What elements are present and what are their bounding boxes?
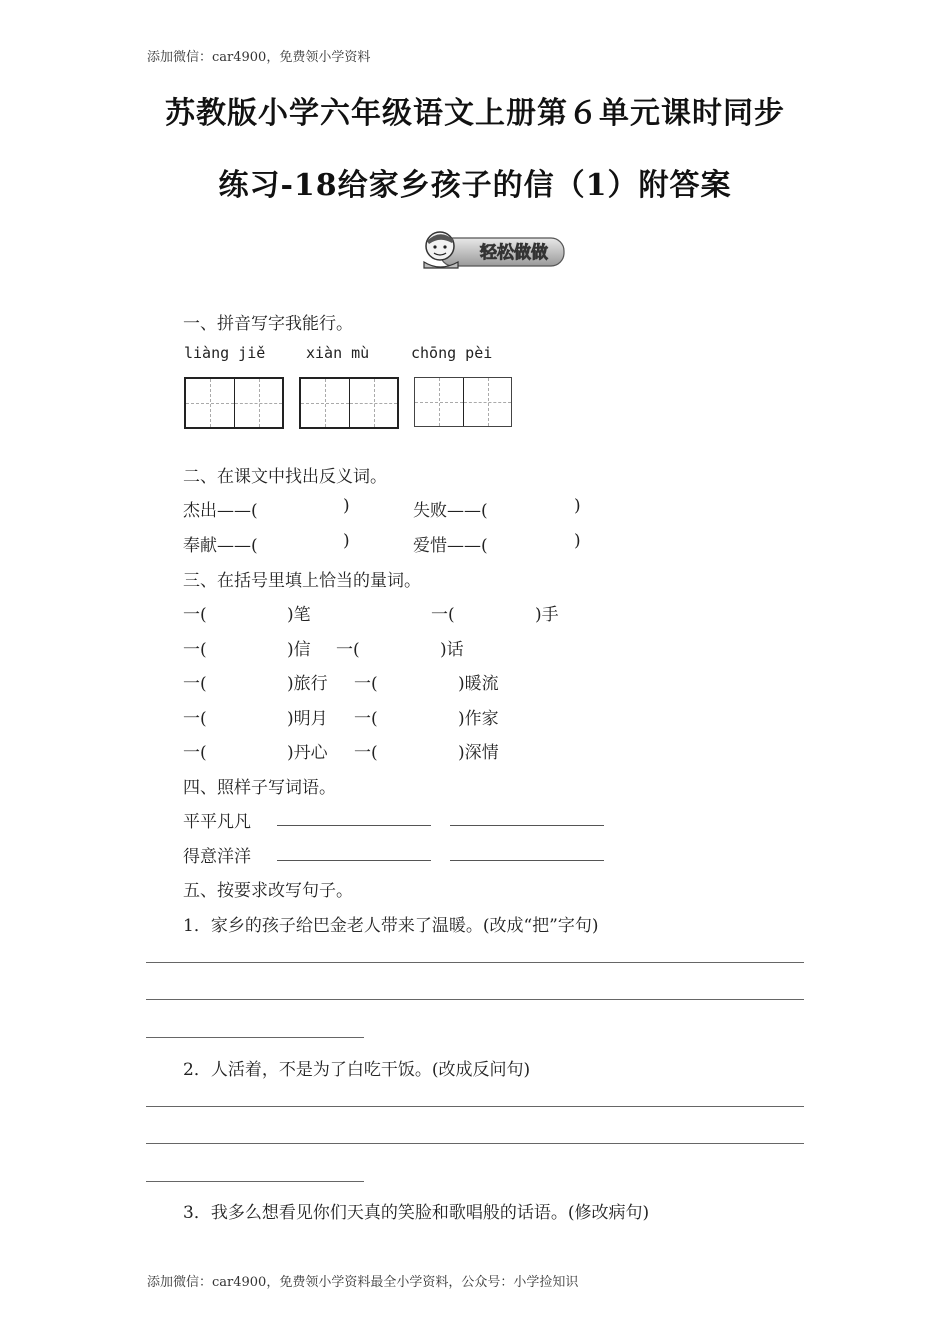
- measure-row5-c: 一(: [354, 743, 378, 763]
- section3-heading: 三、在括号里填上恰当的量词。: [183, 571, 421, 591]
- measure-row4-a: 一(: [183, 709, 207, 729]
- pinyin-2: xiàn mù: [306, 344, 370, 362]
- section5-heading: 五、按要求改写句子。: [183, 881, 353, 901]
- writing-grid-2[interactable]: [299, 377, 399, 429]
- antonym-3-close: ): [343, 531, 350, 551]
- grid-cell[interactable]: [349, 379, 397, 427]
- grid-cell[interactable]: [415, 378, 463, 426]
- measure-row5-b: )丹心: [287, 743, 328, 763]
- measure-row3-c: 一(: [354, 674, 378, 694]
- measure-row4-d: )作家: [458, 709, 499, 729]
- measure-row1-a: 一(: [183, 605, 207, 625]
- measure-row2-d: )话: [440, 640, 464, 660]
- writing-line[interactable]: [146, 1181, 364, 1182]
- grid-cell[interactable]: [301, 379, 349, 427]
- section1-heading: 一、拼音写字我能行。: [183, 314, 353, 334]
- writing-line[interactable]: [146, 999, 804, 1000]
- badge-text: 轻松做做: [480, 243, 548, 263]
- answer-line[interactable]: [277, 825, 431, 826]
- measure-row5-a: 一(: [183, 743, 207, 763]
- writing-grid-1[interactable]: [184, 377, 284, 429]
- grid-cell[interactable]: [234, 379, 282, 427]
- measure-row2-c: 一(: [336, 640, 360, 660]
- antonym-1-close: ): [343, 496, 350, 516]
- grid-cell[interactable]: [186, 379, 234, 427]
- measure-row1-d: )手: [535, 605, 559, 625]
- measure-row2-b: )信: [287, 640, 311, 660]
- question-1: 1．家乡的孩子给巴金老人带来了温暖。(改成“把”字句): [183, 916, 599, 936]
- antonym-1-label: 杰出——(: [183, 501, 258, 521]
- pinyin-1: liàng jiě: [184, 344, 266, 362]
- measure-row1-c: 一(: [431, 605, 455, 625]
- pinyin-3: chōng pèi: [411, 344, 493, 362]
- antonym-2-close: ): [574, 496, 581, 516]
- easy-practice-badge: [418, 228, 568, 270]
- question-3: 3．我多么想看见你们天真的笑脸和歌唱般的话语。(修改病句): [183, 1203, 650, 1223]
- example-word-2: 得意洋洋: [183, 847, 251, 867]
- writing-line[interactable]: [146, 1037, 364, 1038]
- page-title-line2: 练习-18给家乡孩子的信（1）附答案: [218, 168, 732, 203]
- writing-line[interactable]: [146, 962, 804, 963]
- measure-row4-c: 一(: [354, 709, 378, 729]
- section4-heading: 四、照样子写词语。: [183, 778, 336, 798]
- answer-line[interactable]: [450, 860, 604, 861]
- measure-row3-a: 一(: [183, 674, 207, 694]
- grid-cell[interactable]: [463, 378, 511, 426]
- page-title-line1: 苏教版小学六年级语文上册第６单元课时同步: [165, 96, 785, 131]
- writing-line[interactable]: [146, 1143, 804, 1144]
- writing-line[interactable]: [146, 1106, 804, 1107]
- antonym-4-label: 爱惜——(: [413, 536, 488, 556]
- antonym-2-label: 失败——(: [413, 501, 488, 521]
- antonym-3-label: 奉献——(: [183, 536, 258, 556]
- writing-grid-3[interactable]: [414, 377, 512, 427]
- measure-row4-b: )明月: [287, 709, 328, 729]
- measure-row3-b: )旅行: [287, 674, 328, 694]
- answer-line[interactable]: [450, 825, 604, 826]
- answer-line[interactable]: [277, 860, 431, 861]
- measure-row2-a: 一(: [183, 640, 207, 660]
- measure-row5-d: )深情: [458, 743, 499, 763]
- example-word-1: 平平凡凡: [183, 812, 251, 832]
- section2-heading: 二、在课文中找出反义词。: [183, 467, 387, 487]
- antonym-4-close: ): [574, 531, 581, 551]
- header-note: 添加微信：car4900，免费领小学资料: [147, 50, 371, 65]
- question-2: 2．人活着，不是为了白吃干饭。(改成反问句): [183, 1060, 531, 1080]
- measure-row3-d: )暖流: [458, 674, 499, 694]
- measure-row1-b: )笔: [287, 605, 311, 625]
- footer-note: 添加微信：car4900，免费领小学资料最全小学资料，公众号：小学捡知识: [147, 1275, 579, 1290]
